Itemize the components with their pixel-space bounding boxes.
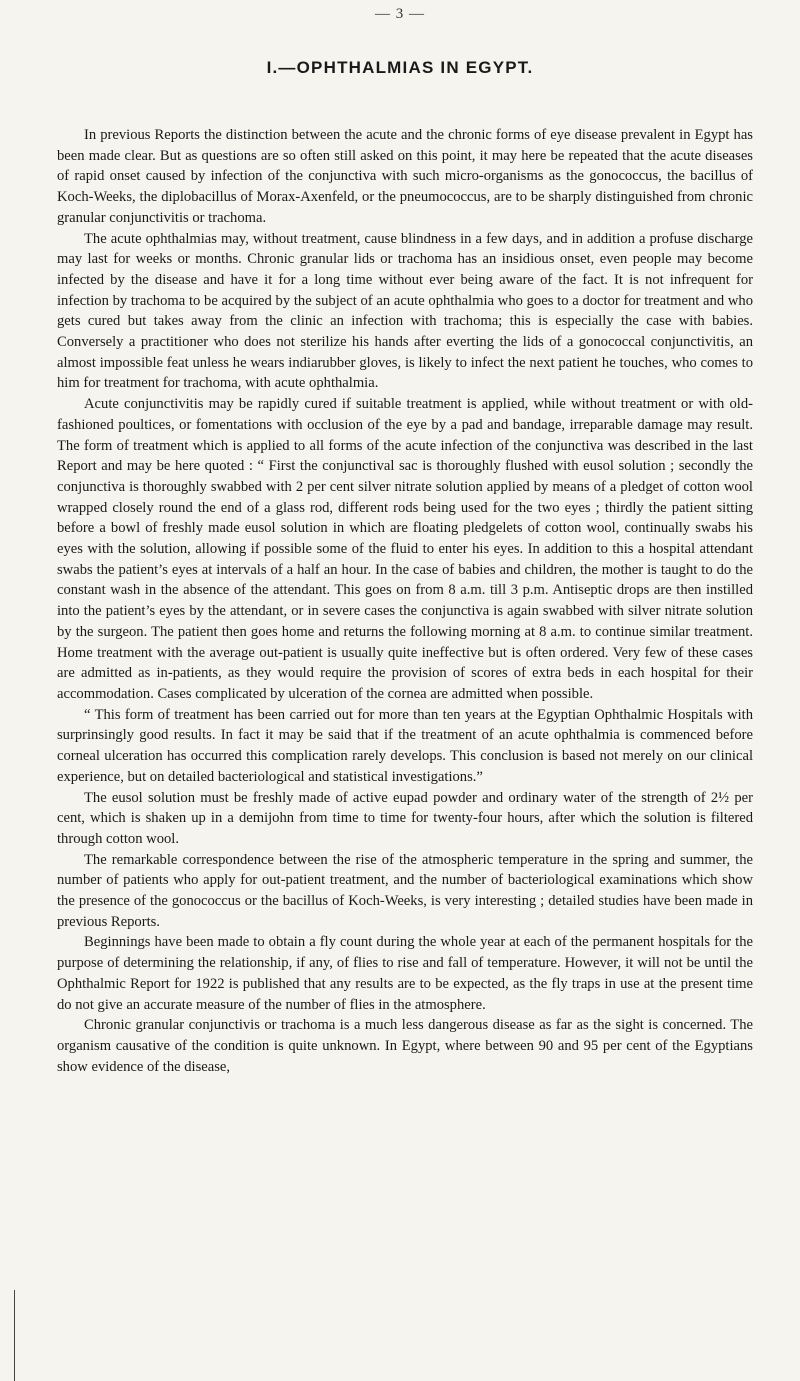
paragraph: In previous Reports the distinction between the acute and the chronic forms of eye disease prevalent in Egypt has been made clear. But as questions are so often still asked on this point, it may here be repeated that the acute diseases of rapid onset caused by infection of the conjunctiva with such micro-organisms as the gonococcus, the bacillus of Koch-Weeks, the diplobacillus of Morax-Axenfeld, or the pneumococcus, are to be sharply distinguished from chronic granular conjunctivitis or trachoma. [57, 127, 753, 226]
paragraph: The remarkable correspondence between the rise of the atmospheric temperature in the spring and summer, the number of patients who apply for out-patient treatment, and the number of bacteriological examinations which show the presence of the gonococcus or the bacillus of Koch-Weeks, is very interesting ; detailed studies have been made in previous Reports. [57, 851, 753, 930]
page-number: — 3 — [375, 6, 425, 22]
paragraph: The eusol solution must be freshly made of active eupad powder and ordinary water of the strength of 2½ per cent, which is shaken up in a demijohn from time to time for twenty-four hours, after which the solution is filtered through cotton wool. [57, 789, 753, 847]
paragraph: “ This form of treatment has been carried out for more than ten years at the Egyptian Ophthalmic Hospitals with surprinsingly good results. In fact it may be said that if the treatment of an acute ophthalmia is commenced before corneal ulceration has occurred this complication rarely develops. This conclusion is based not merely on our clinical experience, but on detailed bacteriological and statistical investigations.” [57, 706, 753, 785]
margin-rule [14, 1290, 15, 1381]
paragraph: Beginnings have been made to obtain a fly count during the whole year at each of the permanent hospitals for the purpose of determining the relationship, if any, of flies to rise and fall of temperature. However, it will not be until the Ophthalmic Report for 1922 is published that any results are to be expected, as the fly traps in use at the present time do not give an accurate measure of the number of flies in the atmosphere. [57, 934, 753, 1013]
paragraph: Acute conjunctivitis may be rapidly cured if suitable treatment is applied, while without treatment or with old-fashioned poultices, or fomentations with occlusion of the eye by a pad and bandage, irreparable damage may result. The form of treatment which is applied to all forms of the acute infection of the conjunctiva was described in the last Report and may be here quoted : “ First the conjunctival sac is thoroughly flushed with eusol solution ; secondly the conjunctiva is thoroughly swabbed with 2 per cent silver nitrate solution applied by means of a pledget of cotton wool wrapped closely round the end of a glass rod, different rods being used for the two eyes ; thirdly the patient sitting before a bowl of freshly made eusol solution in which are floating pledgelets of cotton wool, continually swabs his eyes with the solution, allowing if possible some of the fluid to enter his eyes. In addition to this a hospital attendant swabs the patient’s eyes at intervals of a half an hour. In the case of babies and children, the mother is taught to do the constant wash in the absence of the attendant. This goes on from 8 a.m. till 3 p.m. Antiseptic drops are then instilled into the patient’s eyes by the attendant, or in severe cases the conjunctiva is again swabbed with silver nitrate solution by the surgeon. The patient then goes home and returns the following morning at 8 a.m. to continue similar treatment. Home treatment with the average out-patient is usually quite ineffective but is often ordered. Very few of these cases are admitted as in-patients, as they would require the provision of scores of extra beds in each hospital for their accommodation. Cases complicated by ulceration of the cornea are admitted when possible. [57, 396, 753, 702]
paragraph: Chronic granular conjunctivis or trachoma is a much less dangerous disease as far as the sight is concerned. The organism causative of the condition is quite unknown. In Egypt, where between 90 and 95 per cent of the Egyptians show evidence of the disease, [57, 1017, 753, 1075]
paragraph: The acute ophthalmias may, without treatment, cause blindness in a few days, and in addition a profuse discharge may last for weeks or months. Chronic granular lids or trachoma has an insidious onset, even people may become infected by the disease and have it for a long time without ever being aware of the fact. It is not infrequent for infection by trachoma to be acquired by the subject of an acute ophthalmia who goes to a doctor for treatment and who gets cured but takes away from the clinic an infection with trachoma; this is especially the case with babies. Conversely a practitioner who does not sterilize his hands after everting the lids of a gonococcal conjunctivitis, an almost impossible feat unless he wears indiarubber gloves, is likely to infect the next patient he touches, who comes to him for treatment for trachoma, with acute ophthalmia. [57, 230, 753, 392]
section-title: I.—OPHTHALMIAS IN EGYPT. [266, 58, 534, 77]
body-text [57, 125, 753, 1077]
